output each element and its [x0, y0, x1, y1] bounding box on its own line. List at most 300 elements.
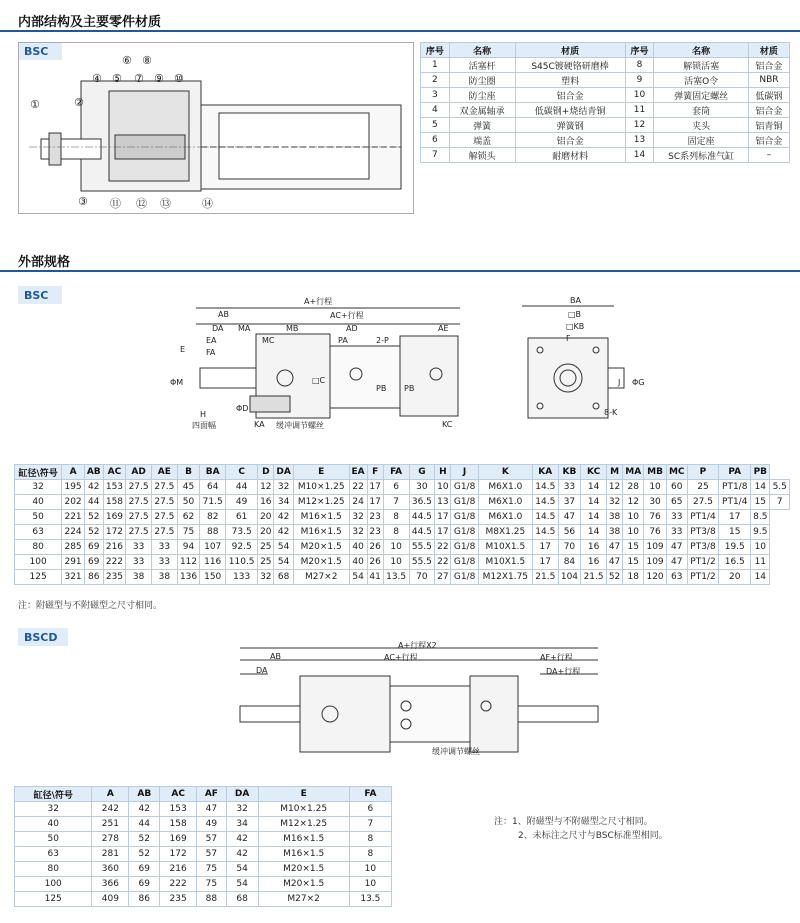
- table-cell: 169: [160, 832, 197, 847]
- table-cell: 14.5: [532, 510, 558, 525]
- table-cell: 13.5: [383, 570, 409, 585]
- table-cell: M6X1.0: [478, 480, 532, 495]
- table-cell: 解锁头: [449, 148, 515, 163]
- table-header-cell: A: [62, 465, 85, 480]
- table-cell: 27.5: [151, 510, 177, 525]
- table-cell: 75: [197, 877, 227, 892]
- table-cell: 33: [126, 555, 152, 570]
- table-header-cell: E: [258, 787, 349, 802]
- table-cell: 80: [15, 862, 92, 877]
- dim-b: □B: [568, 310, 582, 319]
- section-title-external: 外部规格: [0, 246, 800, 272]
- table-header-cell: K: [478, 465, 532, 480]
- table-cell: 224: [62, 525, 85, 540]
- table-cell: 17: [435, 510, 451, 525]
- dim-ab: AB: [218, 310, 229, 319]
- structure-drawing-frame: [18, 42, 414, 214]
- table-cell: G1/8: [451, 525, 478, 540]
- dim-ae: AE: [438, 324, 449, 333]
- table-cell: 56: [558, 525, 581, 540]
- table-cell: 17: [367, 495, 383, 510]
- table-row: [421, 103, 790, 118]
- table-cell: 9: [625, 73, 654, 88]
- dim-2p: 2-P: [376, 336, 389, 345]
- table-cell: 18: [623, 570, 644, 585]
- table-cell: 88: [197, 892, 227, 907]
- table-cell: 13.5: [349, 892, 391, 907]
- table-cell: 活塞O令: [654, 73, 748, 88]
- balloon-8: ⑧: [142, 54, 152, 67]
- table-cell: 169: [103, 510, 126, 525]
- note-bscd-1: 注：1、附磁型与不附磁型之尺寸相同。: [494, 817, 653, 827]
- table-cell: 49: [226, 495, 258, 510]
- table-cell: 47: [197, 802, 227, 817]
- dim-fa: FA: [206, 348, 216, 357]
- table-cell: 3: [421, 88, 450, 103]
- table-cell: M12×1.25: [293, 495, 349, 510]
- table-cell: 69: [84, 555, 103, 570]
- table-cell: 2: [421, 73, 450, 88]
- table-cell: 37: [558, 495, 581, 510]
- table-cell: 20: [258, 510, 274, 525]
- table-header-cell: KA: [532, 465, 558, 480]
- table-header-cell: 序号: [625, 43, 654, 58]
- note-magnetic: 注：附磁型与不附磁型之尺寸相同。: [18, 601, 163, 611]
- table-cell: 23: [367, 525, 383, 540]
- table-row: [15, 832, 392, 847]
- table-cell: 222: [160, 877, 197, 892]
- badge-bsc-spec: BSC: [18, 286, 62, 304]
- table-cell: 27: [435, 570, 451, 585]
- table-cell: PT1/4: [719, 495, 751, 510]
- table-cell: 69: [129, 877, 160, 892]
- table-header-cell: FA: [349, 787, 391, 802]
- table-cell: 69: [129, 862, 160, 877]
- table-row: [15, 480, 790, 495]
- table-cell: 17: [367, 480, 383, 495]
- table-cell: 42: [226, 847, 258, 862]
- table-cell: 10: [383, 555, 409, 570]
- dim-ma: MA: [238, 324, 251, 333]
- table-header-cell: MC: [666, 465, 687, 480]
- table-cell: 8: [349, 847, 391, 862]
- table-cell: 32: [349, 525, 367, 540]
- table-cell: 120: [644, 570, 667, 585]
- cross-section-drawing: [19, 43, 415, 215]
- table-cell: 27.5: [151, 495, 177, 510]
- table-cell: 7: [383, 495, 409, 510]
- table-cell: 33: [666, 510, 687, 525]
- table-cell: 10: [623, 510, 644, 525]
- table-cell: 10: [623, 525, 644, 540]
- table-cell: 25: [258, 540, 274, 555]
- table-cell: 321: [62, 570, 85, 585]
- dim-da: DA: [212, 324, 224, 333]
- table-cell: M10×1.25: [258, 802, 349, 817]
- table-cell: 27.5: [151, 480, 177, 495]
- table-cell: 铝合金: [748, 58, 789, 73]
- table-cell: 8: [383, 510, 409, 525]
- table-cell: S45C镀硬铬研磨棒: [515, 58, 625, 73]
- table-cell: 109: [644, 540, 667, 555]
- table-cell: M20×1.5: [258, 862, 349, 877]
- table-cell: 60: [666, 480, 687, 495]
- table-cell: G1/8: [451, 495, 478, 510]
- table-cell: 76: [644, 510, 667, 525]
- table-cell: 57: [197, 847, 227, 862]
- table-cell: 端盖: [449, 133, 515, 148]
- table-cell: 38: [126, 570, 152, 585]
- table-header-cell: 名称: [449, 43, 515, 58]
- table-cell: 27.5: [126, 525, 152, 540]
- table-row: [15, 817, 392, 832]
- table-header-cell: MA: [623, 465, 644, 480]
- table-cell: 40: [15, 817, 92, 832]
- table-cell: 弹簧固定螺丝: [654, 88, 748, 103]
- table-cell: 100: [15, 877, 92, 892]
- table-cell: 125: [15, 570, 62, 585]
- table-cell: M16×1.5: [258, 847, 349, 862]
- dim-mb: MB: [286, 324, 299, 333]
- table-cell: 5.5: [770, 480, 790, 495]
- table-cell: M12×1.25: [258, 817, 349, 832]
- table-cell: 套筒: [654, 103, 748, 118]
- table-header-cell: C: [226, 465, 258, 480]
- table-header-cell: 材质: [515, 43, 625, 58]
- balloon-4: ④: [92, 72, 102, 85]
- table-header-cell: 缸径\符号: [15, 465, 62, 480]
- table-cell: 52: [129, 832, 160, 847]
- table-cell: M10X1.5: [478, 540, 532, 555]
- table-cell: 69: [84, 540, 103, 555]
- table-cell: 40: [349, 555, 367, 570]
- table-cell: 14: [581, 480, 607, 495]
- table-cell: 26: [367, 540, 383, 555]
- table-cell: 94: [177, 540, 200, 555]
- table-cell: 40: [349, 540, 367, 555]
- table-cell: 15: [623, 555, 644, 570]
- table-cell: 12: [258, 480, 274, 495]
- table-cell: 409: [92, 892, 129, 907]
- table-cell: 33: [126, 540, 152, 555]
- table-cell: 6: [383, 480, 409, 495]
- table-cell: 63: [666, 570, 687, 585]
- table-cell: 固定座: [654, 133, 748, 148]
- table-cell: –: [748, 148, 789, 163]
- dim-phi-m: ΦM: [170, 378, 184, 387]
- table-cell: 86: [84, 570, 103, 585]
- dim-ea: EA: [206, 336, 217, 345]
- table-cell: G1/8: [451, 510, 478, 525]
- dim-pb-2: PB: [404, 384, 415, 393]
- table-cell: 铝青铜: [748, 118, 789, 133]
- table-row: [15, 892, 392, 907]
- table-header-cell: F: [367, 465, 383, 480]
- table-cell: 32: [349, 510, 367, 525]
- dim-four-flats: 四面幅: [192, 421, 216, 430]
- balloon-3: ③: [78, 195, 88, 208]
- table-header-cell: AF: [197, 787, 227, 802]
- table-cell: 28: [623, 480, 644, 495]
- table-header-cell: EA: [349, 465, 367, 480]
- table-cell: 42: [129, 802, 160, 817]
- bscd-dim-da: DA: [256, 666, 268, 675]
- table-header-cell: PA: [719, 465, 751, 480]
- dim-ad: AD: [346, 324, 358, 333]
- table-header-cell: DA: [226, 787, 258, 802]
- table-header-cell: AD: [126, 465, 152, 480]
- dim-ac: AC+行程: [330, 311, 364, 320]
- table-header-cell: H: [435, 465, 451, 480]
- table-cell: 222: [103, 555, 126, 570]
- table-cell: 44.5: [409, 525, 435, 540]
- table-cell: 17: [532, 555, 558, 570]
- table-cell: 34: [274, 495, 293, 510]
- table-row: [421, 58, 790, 73]
- table-cell: 10: [751, 540, 770, 555]
- table-cell: M6X1.0: [478, 495, 532, 510]
- table-header-cell: FA: [383, 465, 409, 480]
- table-cell: 8.5: [751, 510, 770, 525]
- table-cell: 32: [15, 480, 62, 495]
- table-cell: 235: [103, 570, 126, 585]
- table-cell: 52: [606, 570, 622, 585]
- table-header-cell: KB: [558, 465, 581, 480]
- table-cell: 68: [226, 892, 258, 907]
- table-cell: 75: [177, 525, 200, 540]
- table-cell: 21.5: [581, 570, 607, 585]
- table-cell: 10: [349, 877, 391, 892]
- table-cell: 10: [435, 480, 451, 495]
- table-cell: 116: [200, 555, 226, 570]
- table-cell: 6: [421, 133, 450, 148]
- table-cell: 45: [177, 480, 200, 495]
- table-cell: PT1/8: [719, 480, 751, 495]
- table-cell: 16: [581, 555, 607, 570]
- table-cell: 4: [421, 103, 450, 118]
- table-cell: 68: [274, 570, 293, 585]
- table-cell: 251: [92, 817, 129, 832]
- table-cell: 216: [103, 540, 126, 555]
- table-cell: 弹簧钢: [515, 118, 625, 133]
- table-cell: 50: [15, 510, 62, 525]
- table-cell: 88: [200, 525, 226, 540]
- table-cell: 32: [274, 480, 293, 495]
- balloon-6: ⑥: [122, 54, 132, 67]
- table-cell: NBR: [748, 73, 789, 88]
- table-cell: SC系列标准气缸: [654, 148, 748, 163]
- bscd-dim-af: AF+行程: [540, 653, 573, 662]
- table-cell: PT1/4: [687, 510, 719, 525]
- table-cell: 136: [177, 570, 200, 585]
- dim-pb-1: PB: [376, 384, 387, 393]
- table-cell: 14.5: [532, 495, 558, 510]
- table-cell: 50: [177, 495, 200, 510]
- table-cell: 铝合金: [748, 133, 789, 148]
- table-cell: 158: [160, 817, 197, 832]
- table-cell: 防尘座: [449, 88, 515, 103]
- table-cell: 44.5: [409, 510, 435, 525]
- table-cell: 14: [625, 148, 654, 163]
- table-cell: 低碳钢: [748, 88, 789, 103]
- table-cell: 塑料: [515, 73, 625, 88]
- table-cell: 解锁活塞: [654, 58, 748, 73]
- table-cell: 32: [606, 495, 622, 510]
- table-cell: 1: [421, 58, 450, 73]
- balloon-13: ⑬: [160, 197, 171, 210]
- table-row: [15, 525, 790, 540]
- table-cell: 20: [258, 525, 274, 540]
- table-cell: 38: [606, 510, 622, 525]
- table-header-cell: M: [606, 465, 622, 480]
- table-cell: 11: [625, 103, 654, 118]
- badge-bsc-structure: BSC: [18, 42, 62, 60]
- table-cell: 104: [558, 570, 581, 585]
- table-cell: M16×1.5: [293, 510, 349, 525]
- table-cell: 110.5: [226, 555, 258, 570]
- table-cell: M10X1.5: [478, 555, 532, 570]
- table-cell: G1/8: [451, 555, 478, 570]
- table-cell: 153: [160, 802, 197, 817]
- table-cell: M20×1.5: [293, 540, 349, 555]
- table-header-cell: G: [409, 465, 435, 480]
- table-cell: 27.5: [126, 480, 152, 495]
- table-cell: 8: [349, 832, 391, 847]
- table-cell: 57: [197, 832, 227, 847]
- table-header-cell: 序号: [421, 43, 450, 58]
- table-cell: 54: [226, 877, 258, 892]
- table-cell: 低碳钢+烧结青铜: [515, 103, 625, 118]
- table-cell: 27.5: [126, 495, 152, 510]
- balloon-2: ②: [74, 96, 84, 109]
- table-header-cell: AB: [84, 465, 103, 480]
- bscd-cushion-screw-label: 缓冲调节螺丝: [432, 747, 480, 756]
- table-cell: 73.5: [226, 525, 258, 540]
- table-row: [421, 118, 790, 133]
- dim-ba: BA: [570, 296, 581, 305]
- table-cell: 63: [15, 847, 92, 862]
- table-header-cell: 材质: [748, 43, 789, 58]
- table-row: [15, 847, 392, 862]
- balloon-9: ⑨: [154, 72, 164, 85]
- table-cell: 75: [197, 862, 227, 877]
- table-cell: 5: [421, 118, 450, 133]
- table-cell: 44: [129, 817, 160, 832]
- dim-a: A+行程: [304, 297, 333, 306]
- dim-h: H: [200, 410, 207, 419]
- table-cell: 19.5: [719, 540, 751, 555]
- dim-pa: PA: [338, 336, 348, 345]
- table-cell: 366: [92, 877, 129, 892]
- dim-ka: KA: [254, 420, 265, 429]
- table-cell: 铝合金: [515, 133, 625, 148]
- table-cell: 26: [367, 555, 383, 570]
- table-cell: 47: [606, 555, 622, 570]
- table-header-cell: A: [92, 787, 129, 802]
- table-cell: 16: [258, 495, 274, 510]
- table-cell: 40: [15, 495, 62, 510]
- dim-mc: MC: [262, 336, 275, 345]
- table-cell: 17: [532, 540, 558, 555]
- table-cell: 84: [558, 555, 581, 570]
- table-cell: 10: [625, 88, 654, 103]
- parts-material-table: [420, 42, 790, 163]
- bsc-spec-table: [14, 464, 790, 585]
- table-cell: 291: [62, 555, 85, 570]
- table-cell: 12: [623, 495, 644, 510]
- bscd-dim-da-stroke: DA+行程: [546, 667, 581, 676]
- table-cell: 92.5: [226, 540, 258, 555]
- table-cell: 47: [606, 540, 622, 555]
- table-cell: 150: [200, 570, 226, 585]
- table-cell: 235: [160, 892, 197, 907]
- table-cell: M8X1.25: [478, 525, 532, 540]
- table-cell: 14: [751, 480, 770, 495]
- table-cell: 47: [558, 510, 581, 525]
- table-cell: 13: [625, 133, 654, 148]
- table-cell: 27.5: [687, 495, 719, 510]
- table-cell: 52: [84, 510, 103, 525]
- table-cell: 14: [581, 525, 607, 540]
- table-cell: 221: [62, 510, 85, 525]
- table-cell: 109: [644, 555, 667, 570]
- table-cell: 14: [581, 510, 607, 525]
- table-header-cell: AE: [151, 465, 177, 480]
- table-cell: 153: [103, 480, 126, 495]
- table-cell: 80: [15, 540, 62, 555]
- balloon-1: ①: [30, 98, 40, 111]
- table-cell: 41: [367, 570, 383, 585]
- table-cell: 281: [92, 847, 129, 862]
- table-row: [15, 495, 790, 510]
- table-cell: 71.5: [200, 495, 226, 510]
- table-header-cell: KC: [581, 465, 607, 480]
- table-cell: 22: [349, 480, 367, 495]
- table-cell: M20×1.5: [258, 877, 349, 892]
- table-cell: 20: [719, 570, 751, 585]
- table-cell: 15: [719, 525, 751, 540]
- table-cell: PT3/8: [687, 525, 719, 540]
- table-cell: 双金属轴承: [449, 103, 515, 118]
- table-cell: 活塞杆: [449, 58, 515, 73]
- table-cell: 32: [15, 802, 92, 817]
- balloon-12: ⑫: [136, 197, 147, 210]
- table-cell: 15: [751, 495, 770, 510]
- table-cell: 202: [62, 495, 85, 510]
- table-cell: 21.5: [532, 570, 558, 585]
- bscd-dim-ab: AB: [270, 652, 281, 661]
- table-header-cell: P: [687, 465, 719, 480]
- table-cell: 44: [226, 480, 258, 495]
- table-cell: PT1/2: [687, 555, 719, 570]
- table-cell: 17: [719, 510, 751, 525]
- table-cell: 47: [666, 555, 687, 570]
- table-cell: 34: [226, 817, 258, 832]
- table-cell: 49: [197, 817, 227, 832]
- table-cell: 64: [200, 480, 226, 495]
- table-cell: 7: [421, 148, 450, 163]
- table-header-cell: MB: [644, 465, 667, 480]
- table-cell: 铝合金: [748, 103, 789, 118]
- table-cell: 23: [367, 510, 383, 525]
- dim-f: F: [566, 334, 571, 343]
- table-cell: 8: [383, 525, 409, 540]
- table-cell: 16: [581, 540, 607, 555]
- table-cell: PT1/2: [687, 570, 719, 585]
- dim-e: E: [180, 345, 186, 354]
- table-cell: M27×2: [258, 892, 349, 907]
- cushion-screw-label: 缓冲调节螺丝: [276, 421, 324, 430]
